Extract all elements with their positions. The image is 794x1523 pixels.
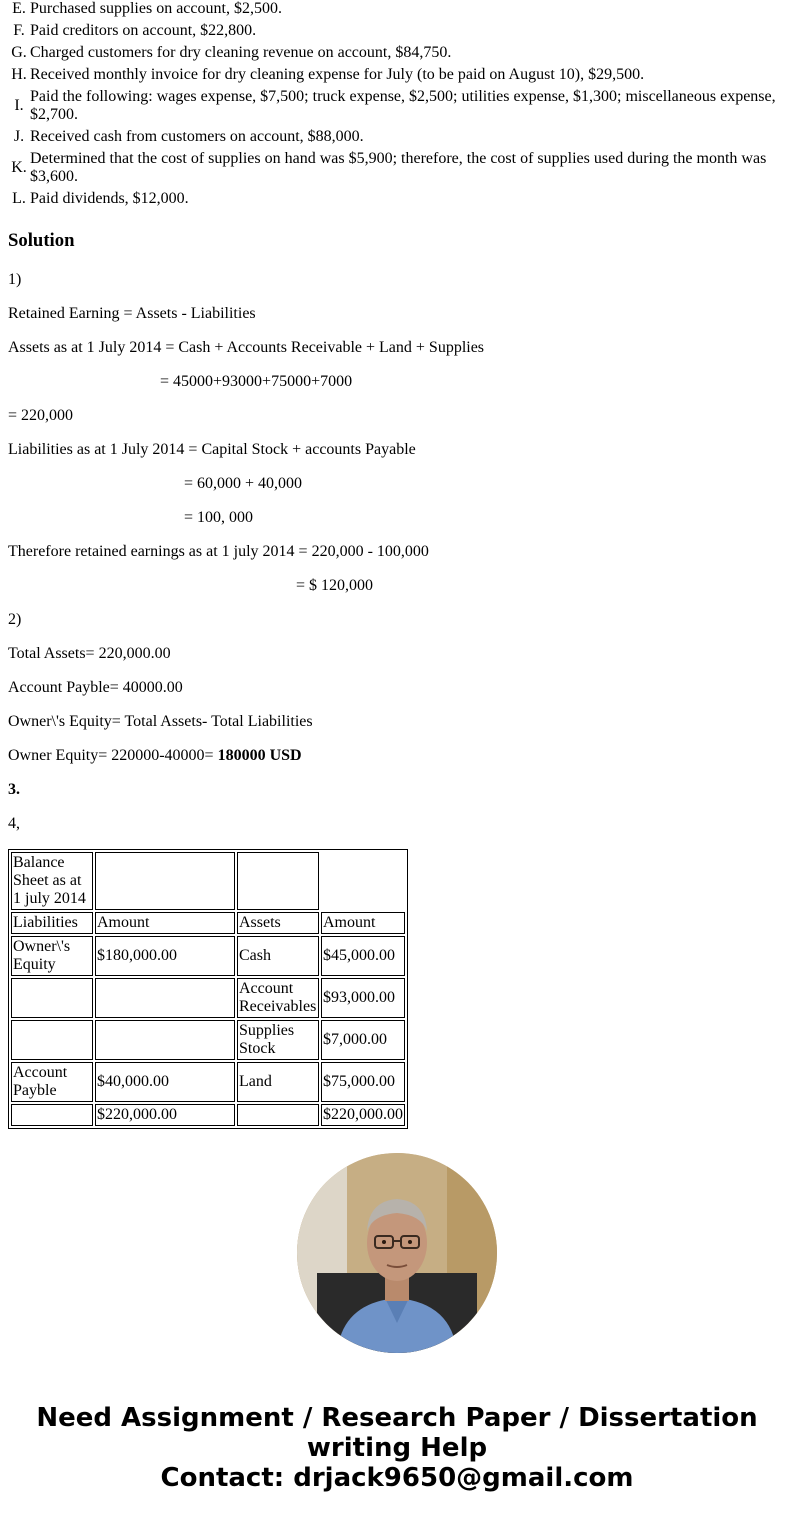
step-2-label: 2) — [8, 611, 22, 628]
list-item — [8, 88, 788, 124]
table-cell: Account Receivables — [237, 978, 319, 1018]
table-cell: Owner\'s Equity — [11, 936, 93, 976]
list-item-text: Charged customers for dry cleaning revenue on account, $84,750. — [30, 44, 452, 61]
table-cell: Account Payble — [11, 1062, 93, 1102]
formula-line: Owner\'s Equity= Total Assets- Total Liabilities — [8, 713, 313, 730]
list-marker: F. — [13, 22, 25, 39]
formula-line: Assets as at 1 July 2014 = Cash + Accounts Receivable + Land + Supplies — [8, 339, 485, 356]
table-cell: $7,000.00 — [321, 1020, 405, 1060]
table-cell — [95, 978, 235, 1018]
formula-line: Total Assets= 220,000.00 — [8, 645, 171, 662]
table-cell: Land — [237, 1062, 319, 1102]
list-marker: L. — [12, 190, 26, 207]
table-cell: $220,000.00 — [95, 1104, 235, 1126]
list-item-text: Paid creditors on account, $22,800. — [30, 22, 257, 39]
table-cell: $93,000.00 — [321, 978, 405, 1018]
table-cell — [95, 1020, 235, 1060]
column-header: Amount — [321, 912, 405, 934]
table-row — [11, 936, 405, 976]
list-item-text: Determined that the cost of supplies on hand was $5,900; therefore, the cost of supplies used during the month was $3,600. — [30, 150, 767, 185]
list-marker: I. — [14, 97, 24, 114]
table-cell — [11, 1104, 93, 1126]
list-marker: K. — [11, 159, 27, 176]
list-item-text: Purchased supplies on account, $2,500. — [30, 0, 282, 17]
table-cell — [95, 852, 235, 910]
list-marker: E. — [12, 0, 26, 17]
table-header-row — [11, 912, 405, 934]
list-item — [8, 190, 788, 208]
table-cell — [321, 852, 405, 910]
promo-banner — [0, 1403, 794, 1493]
column-header: Amount — [95, 912, 235, 934]
list-item — [8, 44, 788, 62]
formula-line: = 60,000 + 40,000 — [184, 475, 303, 492]
column-header: Liabilities — [11, 912, 93, 934]
table-row — [11, 978, 405, 1018]
formula-line: = 220,000 — [8, 407, 74, 424]
table-row — [11, 1104, 405, 1126]
table-cell — [11, 1020, 93, 1060]
list-marker: G. — [11, 44, 27, 61]
table-cell: $45,000.00 — [321, 936, 405, 976]
formula-line: = $ 120,000 — [296, 577, 374, 594]
table-row — [11, 1062, 405, 1102]
list-item — [8, 128, 788, 146]
owner-equity-result: 180000 USD — [217, 747, 302, 764]
column-header: Assets — [237, 912, 319, 934]
list-item — [8, 66, 788, 84]
person-portrait-icon — [297, 1153, 497, 1353]
promo-line: writing Help — [306, 1433, 488, 1463]
table-cell: $40,000.00 — [95, 1062, 235, 1102]
table-cell: Cash — [237, 936, 319, 976]
step-1-label: 1) — [8, 271, 22, 288]
step-3-label: 3. — [8, 781, 20, 798]
table-row — [11, 852, 405, 910]
owner-equity-formula: Owner Equity= 220000-40000= — [8, 747, 214, 764]
formula-line: = 100, 000 — [184, 509, 254, 526]
table-cell: Supplies Stock — [237, 1020, 319, 1060]
step-4-label: 4, — [8, 815, 20, 832]
table-cell — [11, 978, 93, 1018]
balance-sheet — [8, 849, 408, 1129]
promo-line: Need Assignment / Research Paper / Dissertation — [36, 1403, 758, 1433]
transaction-list — [8, 0, 788, 212]
list-item — [8, 150, 788, 186]
list-marker: H. — [11, 66, 27, 83]
list-item — [8, 22, 788, 40]
list-item-text: Paid the following: wages expense, $7,500; truck expense, $2,500; utilities expense, $1,300; miscellaneous expense, $2,700. — [30, 88, 776, 123]
table-cell — [237, 1104, 319, 1126]
formula-line: Liabilities as at 1 July 2014 = Capital Stock + accounts Payable — [8, 441, 416, 458]
table-cell — [237, 852, 319, 910]
formula-line: Retained Earning = Assets - Liabilities — [8, 305, 256, 322]
formula-line: Account Payble= 40000.00 — [8, 679, 183, 696]
table-row — [11, 1020, 405, 1060]
author-avatar — [297, 1153, 497, 1353]
solution-heading: Solution — [8, 230, 75, 251]
formula-line: = 45000+93000+75000+7000 — [160, 373, 353, 390]
table-cell: $75,000.00 — [321, 1062, 405, 1102]
list-item-text: Received cash from customers on account, $88,000. — [30, 128, 364, 145]
formula-line — [8, 747, 302, 765]
formula-line: Therefore retained earnings as at 1 july 2014 = 220,000 - 100,000 — [8, 543, 429, 560]
list-marker: J. — [13, 128, 25, 145]
balance-sheet-title: Balance Sheet as at 1 july 2014 — [11, 852, 93, 910]
table-cell: $180,000.00 — [95, 936, 235, 976]
table-cell: $220,000.00 — [321, 1104, 405, 1126]
list-item-text: Paid dividends, $12,000. — [30, 190, 189, 207]
contact-email: Contact: drjack9650@gmail.com — [160, 1463, 634, 1493]
list-item-text: Received monthly invoice for dry cleaning expense for July (to be paid on August 10), $29,500. — [30, 66, 645, 83]
list-item — [8, 0, 788, 18]
balance-sheet-table — [8, 849, 408, 1129]
